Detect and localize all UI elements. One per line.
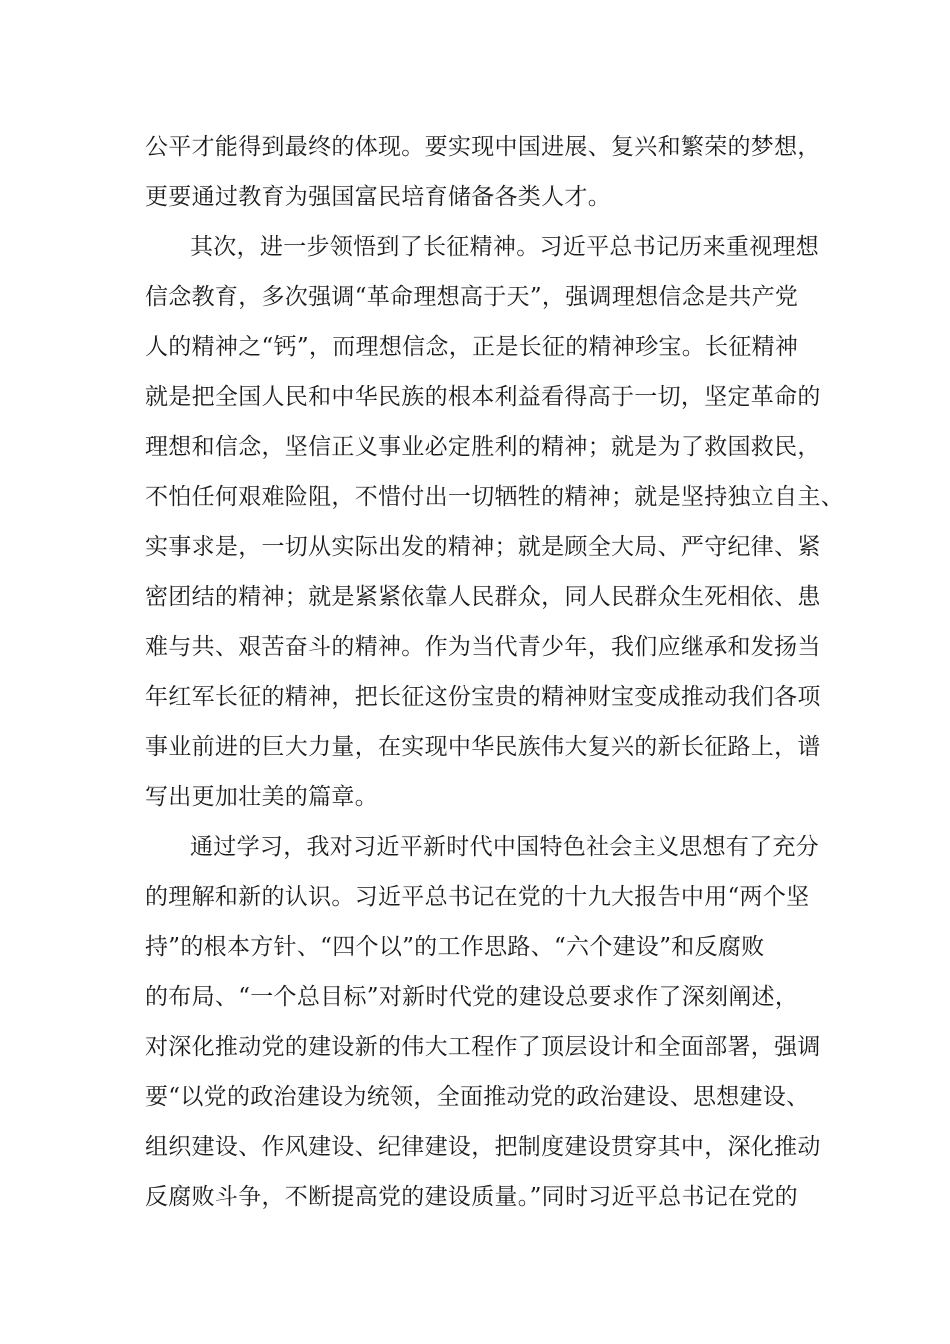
text-line: 难与共、艰苦奋斗的精神。作为当代青少年，我们应继承和发扬当 (145, 634, 821, 660)
text-line: 人的精神之“钙”，而理想信念，正是长征的精神珍宝。长征精神 (145, 334, 799, 360)
text-line: 理想和信念，坚信正义事业必定胜利的精神；就是为了救国救民， (145, 434, 821, 460)
text-line: 对深化推动党的建设新的伟大工程作了顶层设计和全面部署，强调 (145, 1034, 821, 1060)
text-line: 就是把全国人民和中华民族的根本利益看得高于一切，坚定革命的 (145, 384, 821, 410)
text-line: 事业前进的巨大力量，在实现中华民族伟大复兴的新长征路上，谱 (145, 734, 821, 760)
text-line: 写出更加壮美的篇章。 (145, 784, 378, 810)
paragraph-first-line: 通过学习，我对习近平新时代中国特色社会主义思想有了充分 (190, 834, 820, 860)
text-line: 实事求是，一切从实际出发的精神；就是顾全大局、严守纪律、紧 (145, 534, 821, 560)
text-line: 的布局、“一个总目标”对新时代党的建设总要求作了深刻阐述， (145, 984, 799, 1010)
text-line: 组织建设、作风建设、纪律建设，把制度建设贯穿其中，深化推动 (145, 1134, 821, 1160)
paragraph-first-line: 其次，进一步领悟到了长征精神。习近平总书记历来重视理想 (190, 234, 820, 260)
text-line: 反腐败斗争，不断提高党的建设质量。”同时习近平总书记在党的 (145, 1184, 798, 1210)
text-line: 更要通过教育为强国富民培育储备各类人才。 (145, 184, 611, 210)
text-line: 要“以党的政治建设为统领，全面推动党的政治建设、思想建设、 (145, 1084, 810, 1110)
text-line: 不怕任何艰难险阻，不惜付出一切牺牲的精神；就是坚持独立自主、 (145, 484, 844, 510)
text-line: 公平才能得到最终的体现。要实现中国进展、复兴和繁荣的梦想， (145, 134, 821, 160)
text-line: 的理解和新的认识。习近平总书记在党的十九大报告中用“两个坚 (145, 884, 810, 910)
text-line: 信念教育，多次强调“革命理想高于天”，强调理想信念是共产党 (145, 284, 799, 310)
text-line: 年红军长征的精神，把长征这份宝贵的精神财宝变成推动我们各项 (145, 684, 821, 710)
text-line: 密团结的精神；就是紧紧依靠人民群众，同人民群众生死相依、患 (145, 584, 821, 610)
text-line: 持”的根本方针、“四个以”的工作思路、“六个建设”和反腐败 (145, 934, 765, 960)
